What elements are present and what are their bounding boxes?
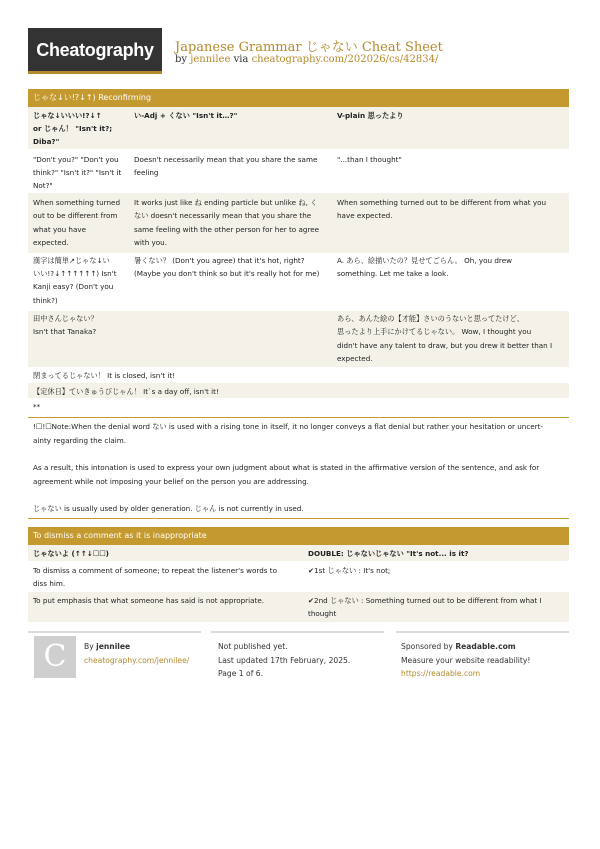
r2c1-line: When something turned [33,198,121,207]
col3-header: V-plain 思ったより [337,111,404,120]
r2c2-line: ない doesn't necessarily mean that you share the [134,211,312,220]
stars-line: ** [33,402,41,411]
s2-r1c2 [308,564,390,577]
s2-r2c2 [308,594,542,607]
sheet-url-link[interactable]: cheatography.com/202026/cs/42834/ [251,54,439,65]
r4c1-line: Isn't that Tanaka? [33,327,97,336]
avatar: C [34,636,76,678]
footer-author-url[interactable]: cheatography.com/jennilee/ [84,656,190,665]
s2-r1c2-text: 1st じゃない : It's not; [314,566,391,575]
footer-by: By [84,642,94,651]
r2c3-line: have expected. [337,211,393,220]
s2-r2c2-line: thought [308,609,337,618]
r3c1-line: 漢字は簡単↗じゃな↓い [33,256,110,265]
example-line: 【定休日】ていきゅうびじゃん！ It`s a day off, isn't it! [33,387,219,396]
section-reconfirming-header: じゃな↓い!?↓↑) Reconfirming [28,89,569,107]
r3c3-line: something. Let me take a look. [337,269,449,278]
pin-icon: ✔ [308,566,315,575]
r1c2-line: Doesn't necessarily mean that you share the same [134,155,318,164]
r4c3-line: 思ったより上手にかけてるじゃない。 Wow, I thought you [337,327,532,336]
table-row-shade [28,545,569,561]
r2c1-line: what you have [33,225,87,234]
example-line: 閉まってるじゃない！ It is closed, isn't it! [33,371,176,380]
col1-header-line: じゃな↓いいい!?↓↑ [33,111,102,120]
page-title: Japanese Grammar じゃない Cheat Sheet [175,40,443,55]
footer-divider [396,631,569,633]
s2-col2-header: DOUBLE: じゃないじゃない "It's not... is it? [308,549,469,558]
r3c3-line: A. あら、絵描いたの？見せてごらん。 Oh, you drew [337,256,513,265]
r2c1-line: out to be different from [33,211,118,220]
r4c3-line: didn't have any talent to draw, but you drew it better than I [337,341,553,350]
r1c3-line: "...than I thought" [337,155,402,164]
r1c1-line: think?" "Isn't it?" "Isn't it [33,168,122,177]
logo-text: Cheatography [36,40,154,60]
footer-sponsor-url[interactable]: https://readable.com [401,669,481,678]
byline [175,54,438,65]
footer-author-name[interactable]: jennilee [96,642,131,651]
author-link[interactable]: jennilee [190,54,231,65]
cheatography-logo[interactable] [28,28,162,74]
note-line: !☐!☐Note:When the denial word ない is used with a rising tone in itself, it no longer conveys a flat denial but rather your hesitation or uncert- [33,422,544,431]
section-divider [28,417,569,418]
r3c2-line: 暑くない？ (Don't you agree) that it's hot, right? [134,256,305,265]
r1c1-line: Not?" [33,181,53,190]
col2-header: い-Adj + くない "Isn't it…?" [134,111,238,120]
note-line: じゃない is usually used by older generation. じゃん is not currently in used. [33,504,304,513]
r2c1-line: expected. [33,238,69,247]
r2c2-line: It works just like ね ending particle but unlike ね, く [134,198,318,207]
footer-sponsor-name[interactable]: Readable.com [455,642,516,651]
s2-r1c1-line: diss him. [33,579,66,588]
col1-header-line: or じゃん！ "Isn't it?; [33,124,113,133]
r1c1-line: "Don't you?" "Don't you [33,155,119,164]
col1-header-line: Diba?" [33,137,60,146]
s2-r2c2-text: 2nd じゃない : Something turned out to be different from what I [314,596,542,605]
pin-icon: ✔ [308,596,315,605]
s2-r1c1-line: To dismiss a comment of someone; to repeat the listener's words to [33,566,278,575]
r3c1-line: think?) [33,296,58,305]
note-line: agreement while not imposing your belief on the person you are addressing. [33,477,309,486]
footer-sponsor [401,640,516,653]
r2c2-line: with you. [134,238,168,247]
r4c3-line: expected. [337,354,373,363]
s2-r2c1-line: To put emphasis that what someone has said is not appropriate. [33,596,265,605]
footer-status: Not published yet. [218,642,288,651]
byline-via: via [233,54,249,65]
section-divider [28,518,569,519]
r3c1-line: いい!?↓↑↑↑↑↑↑) Isn't [33,269,117,278]
byline-by: by [175,54,188,65]
note-line: As a result, this intonation is used to express your own judgment about what is stated in the affirmative version of the sentence, and ask for [33,463,540,472]
r2c3-line: When something turned out to be different from what you [337,198,547,207]
note-line: ainty regarding the claim. [33,436,127,445]
s2-col1-header: じゃないよ (↑↑↓☐☐) [33,549,109,558]
section-dismiss-header: To dismiss a comment as it is inappropriate [28,527,569,545]
footer-updated: Last updated 17th February, 2025. [218,656,351,665]
footer-sponsor-tagline: Measure your website readability! [401,656,531,665]
footer-author [84,640,130,653]
r4c1-line: 田中さんじゃない？ [33,314,98,323]
r4c3-line: あら、あんた絵の【才能】さいのうないと思ってたけど、 [337,314,524,323]
footer-sponsor-prefix: Sponsored by [401,642,453,651]
r1c2-line: feeling [134,168,159,177]
r3c2-line: (Maybe you don't think so but it's really hot for me) [134,269,320,278]
footer-page: Page 1 of 6. [218,669,264,678]
r2c2-line: same feeling with the other person for her to agree [134,225,320,234]
footer-divider [211,631,384,633]
footer-divider [28,631,201,633]
r3c1-line: Kanji easy? (Don't you [33,282,114,291]
